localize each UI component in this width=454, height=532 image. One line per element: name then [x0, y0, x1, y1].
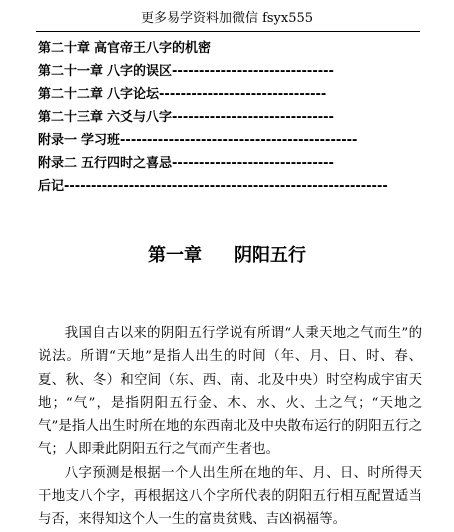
toc-item-number: 后记 — [38, 179, 65, 194]
toc-item-title: 五行四时之喜忌 — [81, 156, 173, 171]
toc-item — [38, 83, 438, 106]
toc-item-title: 高官帝王八字的机密 — [94, 41, 212, 56]
toc-item-title: 六爻与八字 — [107, 110, 173, 125]
header-rule — [36, 31, 420, 32]
toc-item-leader: -------------------------------------------- — [120, 133, 358, 148]
toc-item-leader: ------------------------------ — [172, 156, 334, 171]
chapter-number: 第一章 — [148, 245, 202, 266]
toc-item-title: 八字论坛 — [107, 87, 160, 102]
toc-item — [38, 152, 438, 175]
toc-item-leader: ------------------------------ — [172, 110, 334, 125]
toc-item-number: 第二十章 — [38, 41, 91, 56]
toc-item-number: 附录一 — [38, 133, 78, 148]
page-header: 更多易学资料加微信 fsyx555 — [140, 11, 314, 26]
toc-item-number: 第二十一章 — [38, 64, 104, 79]
chapter-body — [38, 322, 422, 532]
toc-item-leader: ------------------------------------------------------------ — [64, 179, 388, 194]
body-paragraph: 八字预测是根据一个人出生所在地的年、月、日、时所得天干地支八个字，再根据这八个字所代表的阴阳五行相互配置适当与否，来得知这个人一生的富贵贫贱、吉凶祸福等。 — [38, 465, 422, 528]
chapter-heading — [0, 244, 454, 268]
toc-item-number: 附录二 — [38, 156, 78, 171]
toc-item — [38, 37, 438, 60]
toc-item-number: 第二十二章 — [38, 87, 104, 102]
chapter-title: 阴阳五行 — [234, 245, 306, 266]
toc-item-leader: ------------------------------- — [159, 87, 327, 102]
table-of-contents — [38, 37, 438, 198]
toc-item — [38, 60, 438, 83]
toc-item — [38, 175, 438, 198]
toc-item-number: 第二十三章 — [38, 110, 104, 125]
toc-item-title: 八字的误区 — [107, 64, 173, 79]
toc-item-title: 学习班 — [81, 133, 121, 148]
toc-item — [38, 129, 438, 152]
toc-item-leader: ------------------------------ — [172, 64, 334, 79]
body-paragraph: 我国自古以来的阴阳五行学说有所谓“人秉天地之气而生”的说法。所谓“天地”是指人出生的时间（年、月、日、时、春、夏、秋、冬）和空间（东、西、南、北及中央）时空构成宇宙天地；“气”，是指阴阳五行金、木、水、火、土之气；“天地之气”是指人出生时所在地的东西南北及中央散布运行的阴阳五行之气；人即秉此阴阳五行之气而产生者也。 — [38, 326, 422, 458]
toc-item — [38, 106, 438, 129]
